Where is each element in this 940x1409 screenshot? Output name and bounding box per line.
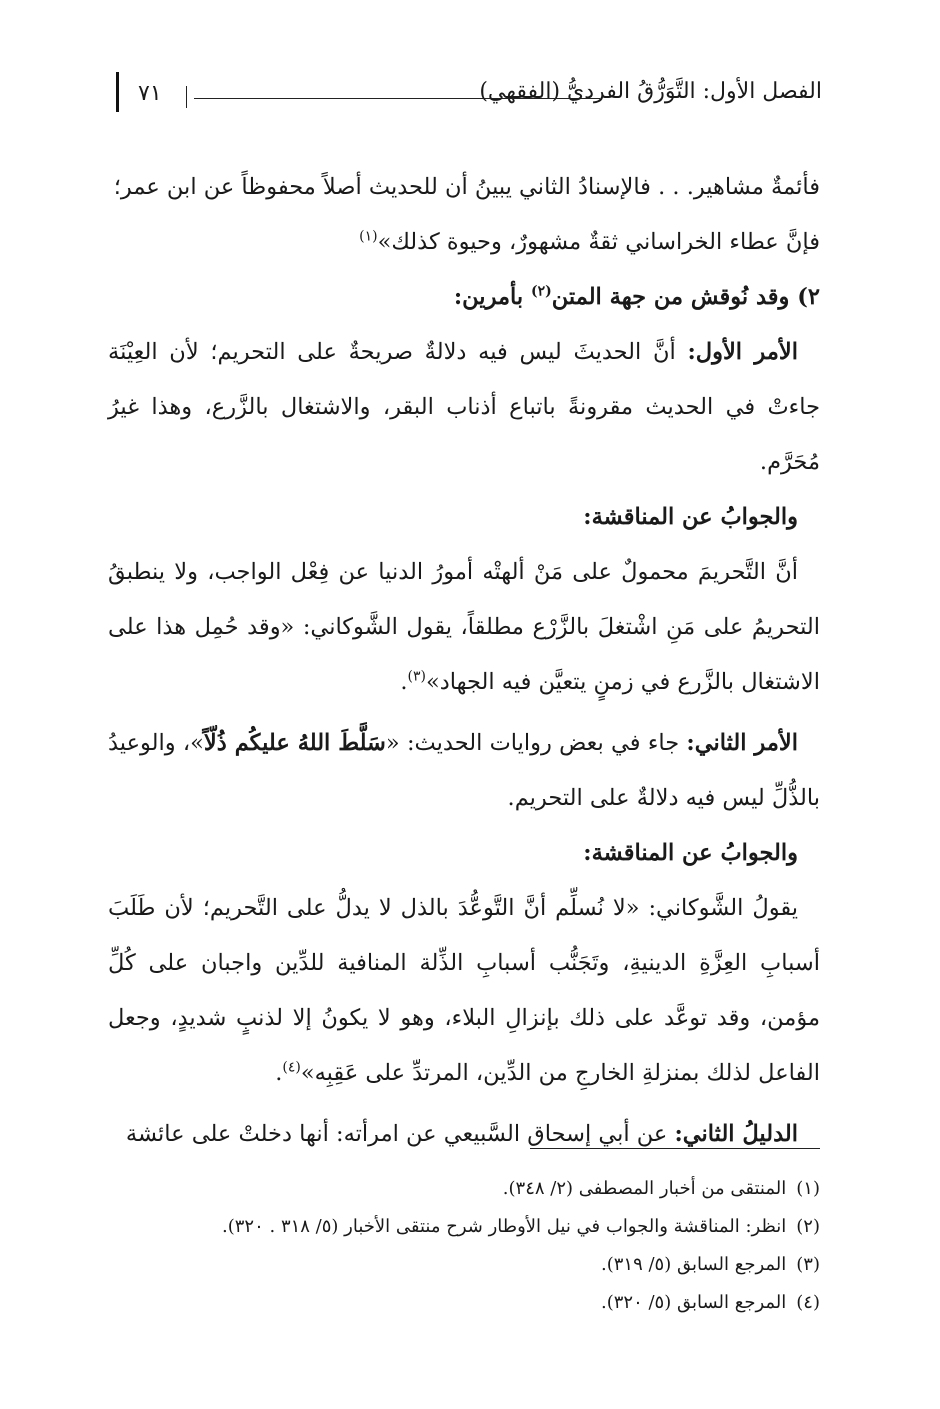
paragraph-answer-1 — [108, 545, 820, 710]
footnote-text: المرجع السابق (٥/ ٣١٩). — [600, 1254, 787, 1275]
footnote-item — [108, 1284, 820, 1322]
paragraph-end: . — [275, 1060, 283, 1086]
header-rule — [194, 98, 600, 99]
paragraph-text: أنَّ التَّحريمَ محمولٌ على مَنْ ألهتْه أمورُ الدنيا عن فِعْل الواجب، ولا ينطبقُ التحريمُ على مَنِ اشْتغلَ بالزَّرْع مطلقاً، يقول الشَّوكاني: «وقد حُمِل هذا على الاشتغال بالزَّرع في زمنٍ يتعيَّن فيه الجهاد» — [108, 559, 820, 695]
page-number-bar — [116, 72, 119, 112]
section-heading-text: ٢) وقد نُوقش من جهة المتن — [551, 284, 820, 310]
chapter-title: الفصل الأول: التَّوَرُّقُ الفرديُّ (الفقهي) — [479, 79, 822, 104]
paragraph-text: عن أبي إسحاق السَّبيعي عن امرأته: أنها دخلتْ على عائشة — [125, 1121, 675, 1147]
paragraph-text: جاء في بعض روايات الحديث: « — [385, 730, 687, 756]
paragraph-end: . — [400, 669, 408, 695]
footnote-item — [108, 1246, 820, 1284]
paragraph-quote-continuation — [108, 160, 820, 270]
paragraph-first-matter — [108, 325, 820, 490]
paragraph-text: يقولُ الشَّوكاني: «لا نُسلِّم أنَّ التَّوعُّدَ بالذل لا يدلُّ على التَّحريم؛ لأن طَلَبَ أسبابِ العِزَّةِ الدينيةِ، وتَجَنُّب أسبابِ الذِّلة المنافية للدِّين واجبان على كُلِّ مؤمن، وقد توعَّد على ذلك بإنزالِ البلاء، وهو لا يكونُ إلا لذنبٍ شديدٍ، وجعل الفاعل لذلك بمنزلةِ الخارجِ من الدِّين، المرتدِّ على عَقِبِه» — [108, 895, 820, 1086]
header-rule-tick — [186, 86, 187, 108]
lead-label: الأمر الأول: — [687, 339, 798, 365]
footnote-number: (١) — [796, 1178, 820, 1199]
paragraph-line: فأئمةٌ مشاهير. . . فالإسنادُ الثاني يبينُ أن للحديث أصلاً محفوظاً عن ابن عمر؛ — [113, 174, 820, 200]
footnote-number: (٣) — [796, 1254, 820, 1275]
footnote-number: (٢) — [796, 1216, 820, 1237]
footnote-item — [108, 1208, 820, 1246]
paragraph-second-matter — [108, 716, 820, 826]
footnote-separator — [530, 1148, 820, 1149]
page-number: ٧١ — [138, 81, 162, 106]
running-header — [112, 78, 822, 114]
lead-label: الدليلُ الثاني: — [674, 1121, 798, 1147]
answer-heading: والجوابُ عن المناقشة: — [583, 504, 798, 530]
paragraph-text: »، والوعيدُ بالذُّلِّ ليس فيه دلالةٌ على التحريم. — [108, 730, 820, 811]
paragraph-text: أنَّ الحديثَ ليس فيه دلالةٌ صريحةٌ على التحريم؛ لأن العِيْنَة جاءتْ في الحديث مقرونةً باتباع أذناب البقر، والاشتغال بالزَّرع، وهذا غيرُ مُحَرَّم. — [108, 339, 820, 475]
footnotes — [108, 1170, 820, 1322]
footnote-text: المرجع السابق (٥/ ٣٢٠). — [600, 1292, 787, 1313]
lead-label: الأمر الثاني: — [686, 730, 798, 756]
footnote-number: (٤) — [796, 1292, 820, 1313]
footnote-ref: (٢) — [531, 283, 552, 300]
section-heading-tail: بأمرين: — [453, 284, 531, 310]
hadith-quote: سَلَّطَ اللهُ عليكُم ذُلّاً — [203, 730, 386, 756]
footnote-ref: (٤) — [282, 1059, 301, 1076]
footnote-text: المنتقى من أخبار المصطفى (٢/ ٣٤٨). — [502, 1178, 787, 1199]
section-heading — [108, 270, 820, 325]
footnote-item — [108, 1170, 820, 1208]
footnote-text: انظر: المناقشة والجواب في نيل الأوطار شرح منتقى الأخبار (٥/ ٣١٨ . ٣٢٠). — [222, 1216, 787, 1237]
answer-heading: والجوابُ عن المناقشة: — [583, 840, 798, 866]
paragraph-line: فإنَّ عطاء الخراساني ثقةٌ مشهورٌ، وحيوة كذلك» — [377, 229, 820, 255]
footnote-ref: (١) — [359, 228, 378, 245]
paragraph-answer-2 — [108, 881, 820, 1101]
paragraph-second-evidence — [108, 1107, 820, 1162]
footnote-ref: (٣) — [407, 668, 426, 685]
body-text — [108, 160, 820, 1162]
